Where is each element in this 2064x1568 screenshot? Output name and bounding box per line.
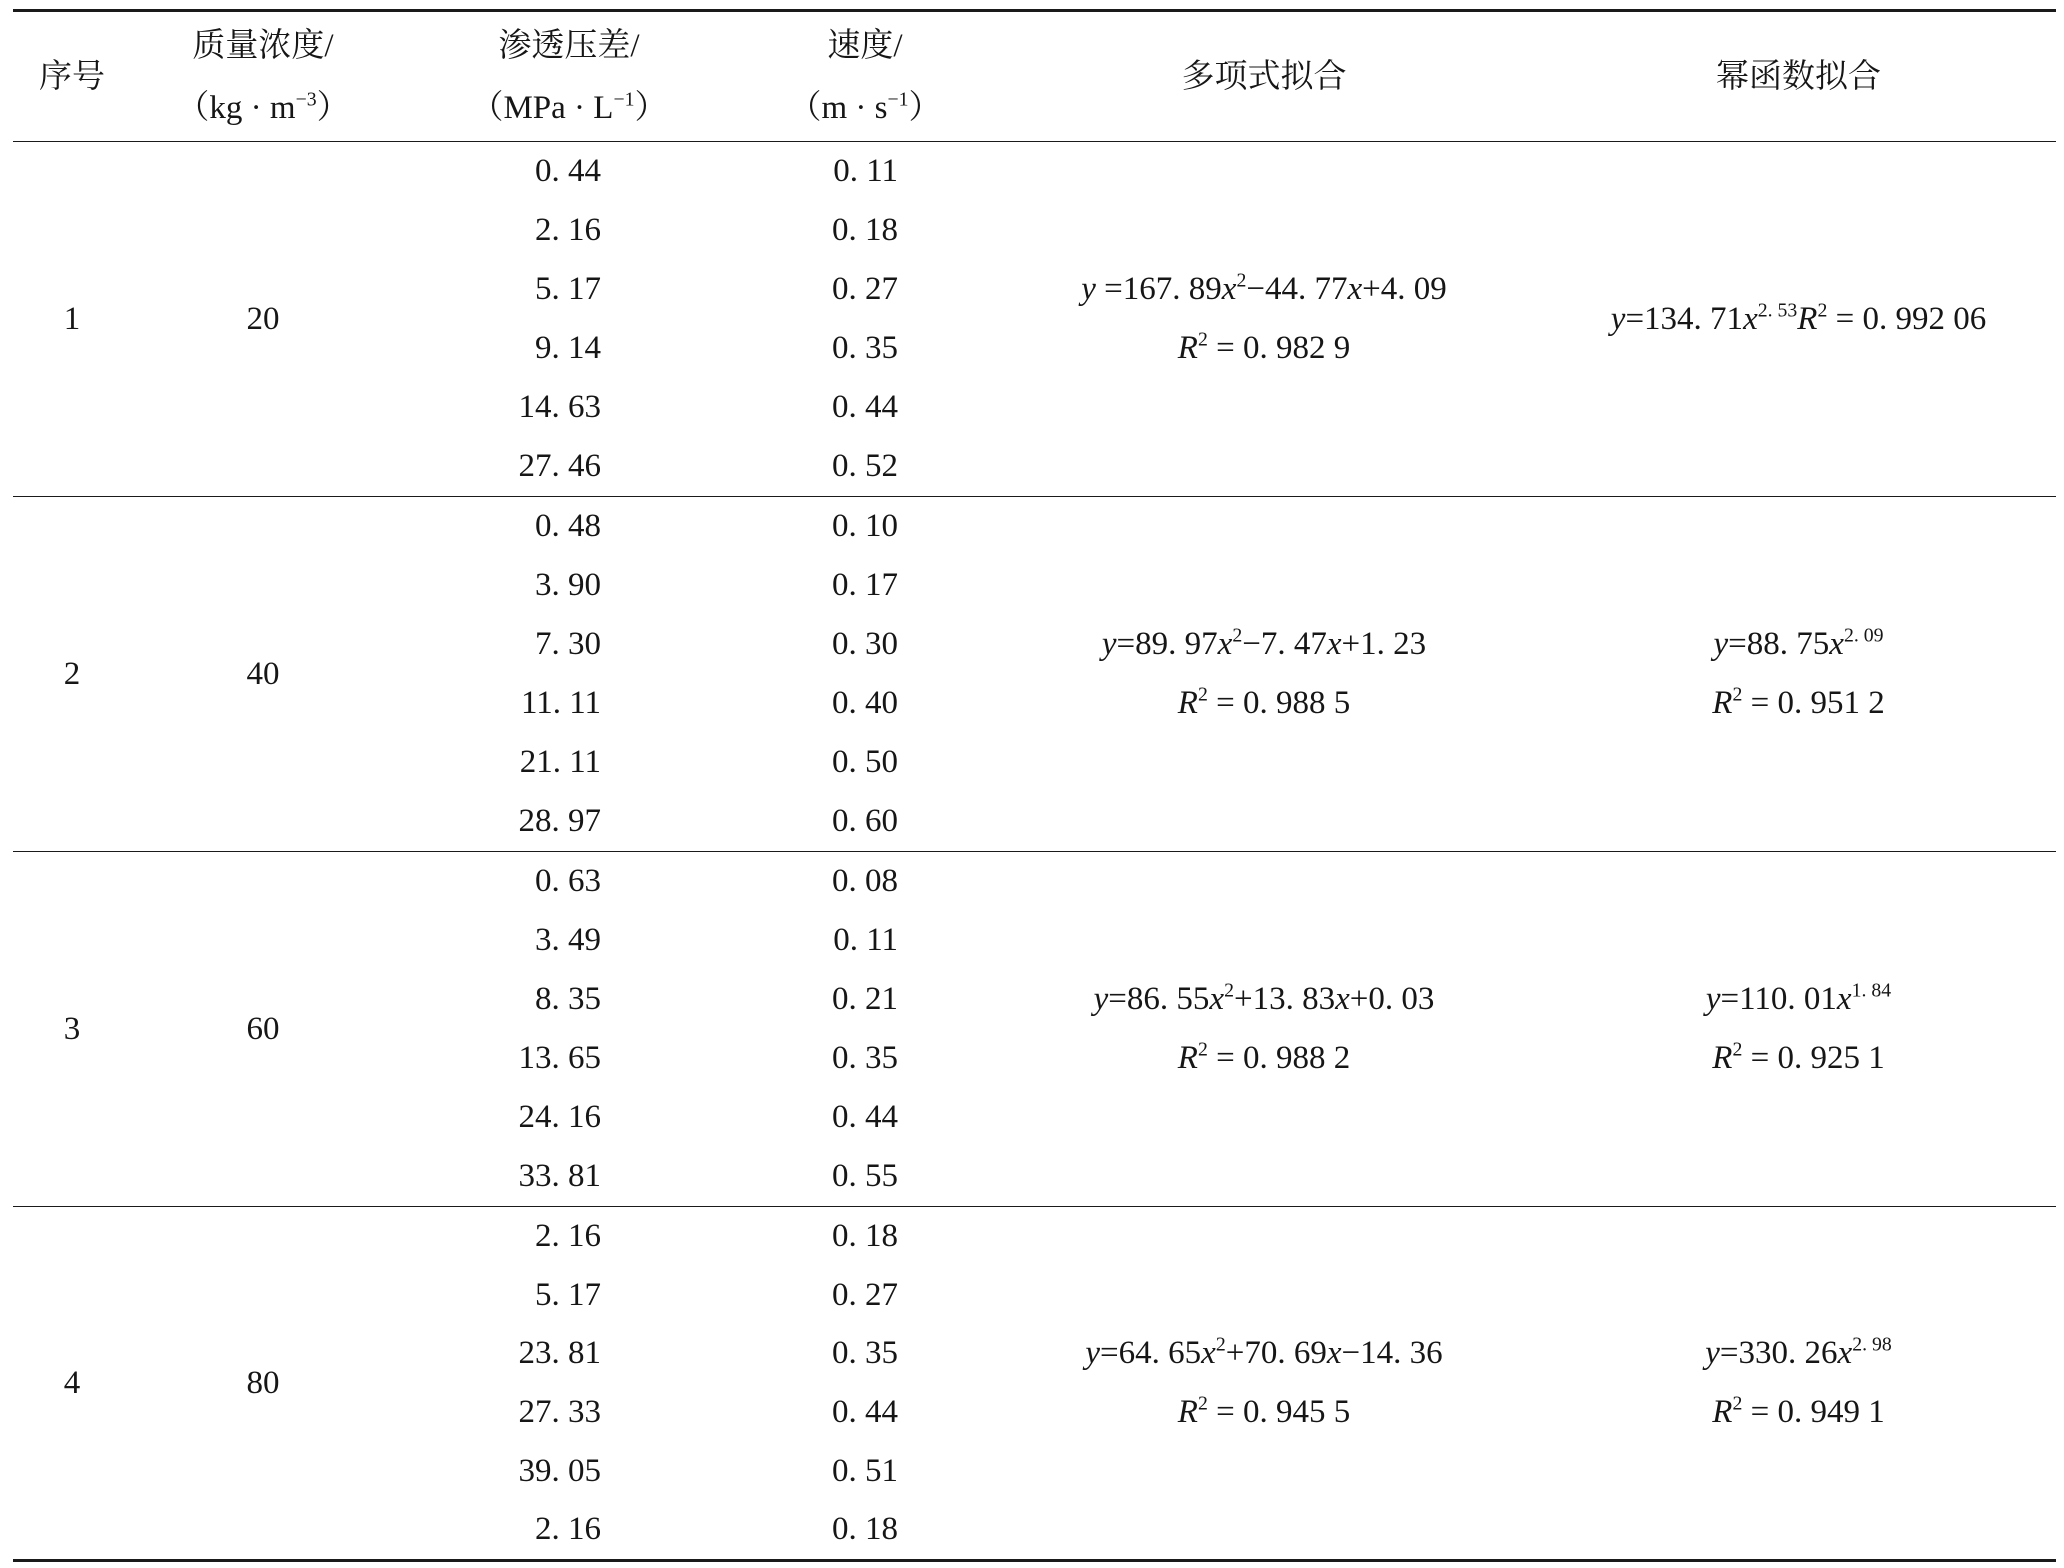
table-row bbox=[395, 378, 987, 437]
cell-pressure-diff: 21. 11 bbox=[519, 744, 601, 780]
equation-variable: x bbox=[1743, 300, 1758, 337]
cell-pressure-diff: 27. 46 bbox=[518, 448, 601, 484]
cell-pressure-diff: 14. 63 bbox=[518, 389, 601, 425]
table-row bbox=[395, 1383, 987, 1442]
equation-term: = 0. 992 06 bbox=[1827, 300, 1987, 337]
cell-power-fit bbox=[1541, 852, 2056, 1206]
equation-exponent: 2 bbox=[1197, 328, 1208, 351]
equation-line bbox=[1706, 970, 1891, 1029]
cell-concentration: 80 bbox=[246, 1364, 280, 1401]
table-row bbox=[395, 733, 987, 792]
cell-pressure-diff: 3. 49 bbox=[535, 922, 601, 958]
cell-speed: 0. 51 bbox=[832, 1452, 898, 1489]
equation-term: = 0. 988 5 bbox=[1207, 685, 1351, 721]
cell-pressure-diff: 0. 48 bbox=[535, 508, 601, 544]
equation-variable: x bbox=[1829, 626, 1844, 662]
group-rows bbox=[395, 1207, 987, 1559]
cell-pressure-diff: 8. 35 bbox=[535, 981, 601, 1017]
equation-variable: x bbox=[1335, 981, 1350, 1017]
header-polynomial-fit bbox=[987, 12, 1541, 141]
cell-speed: 0. 27 bbox=[832, 1276, 898, 1313]
unit-text: ） bbox=[634, 89, 668, 126]
equation-term: = 0. 988 2 bbox=[1207, 1040, 1351, 1076]
cell-speed: 0. 18 bbox=[832, 212, 898, 248]
header-speed-title: 速度/ bbox=[827, 27, 903, 64]
table-row bbox=[395, 1266, 987, 1325]
cell-speed: 0. 10 bbox=[832, 508, 898, 544]
equation-variable: y bbox=[1705, 981, 1721, 1017]
equation-term: +0. 03 bbox=[1349, 981, 1435, 1017]
table-row bbox=[395, 970, 987, 1029]
table-row bbox=[395, 437, 987, 496]
equation-variable: y bbox=[1610, 300, 1626, 337]
table-row bbox=[395, 792, 987, 851]
equation-line bbox=[1712, 1383, 1884, 1442]
cell-power-fit bbox=[1541, 1207, 2056, 1559]
group-rows bbox=[395, 497, 987, 851]
equation-line bbox=[1178, 319, 1350, 378]
header-pressure-diff bbox=[395, 12, 743, 141]
cell-pressure-diff: 5. 17 bbox=[535, 271, 601, 307]
equation-term: = 0. 951 2 bbox=[1742, 685, 1885, 721]
table-group bbox=[13, 142, 2056, 497]
cell-pressure-diff: 3. 90 bbox=[535, 567, 601, 603]
header-index-title: 序号 bbox=[39, 58, 105, 95]
cell-speed: 0. 35 bbox=[832, 330, 898, 366]
cell-index: 4 bbox=[63, 1364, 81, 1401]
cell-pressure-diff: 27. 33 bbox=[518, 1393, 601, 1430]
header-speed bbox=[743, 12, 987, 141]
table-row bbox=[395, 1029, 987, 1088]
equation-line bbox=[1714, 615, 1884, 674]
equation-term: =330. 26 bbox=[1719, 1335, 1838, 1371]
table-row bbox=[395, 142, 987, 201]
cell-pressure-diff: 9. 14 bbox=[535, 330, 601, 366]
cell-concentration: 60 bbox=[246, 1010, 280, 1047]
cell-pressure-diff: 5. 17 bbox=[535, 1276, 601, 1313]
equation-exponent: 2 bbox=[1224, 979, 1234, 1002]
equation-line bbox=[1178, 674, 1350, 733]
header-power-fit-title: 幂函数拟合 bbox=[1716, 58, 1881, 95]
equation-line bbox=[1611, 290, 1986, 349]
equation-variable: R bbox=[1177, 1394, 1198, 1430]
table-row bbox=[395, 1324, 987, 1383]
cell-speed: 0. 08 bbox=[832, 863, 898, 899]
table-row bbox=[395, 497, 987, 556]
equation-exponent: 2. 53 bbox=[1757, 299, 1798, 322]
equation-term: =64. 65 bbox=[1100, 1335, 1202, 1371]
cell-pressure-diff: 11. 11 bbox=[520, 685, 601, 721]
cell-speed: 0. 35 bbox=[832, 1335, 898, 1372]
unit-exponent: −3 bbox=[295, 88, 317, 111]
unit-text: （m · s bbox=[788, 89, 888, 126]
cell-speed: 0. 17 bbox=[832, 567, 898, 603]
cell-pressure-diff: 0. 63 bbox=[535, 863, 601, 899]
equation-exponent: 2 bbox=[1732, 683, 1743, 706]
cell-pressure-diff: 2. 16 bbox=[535, 212, 601, 248]
equation-term: =110. 01 bbox=[1720, 981, 1837, 1017]
equation-exponent: 2 bbox=[1232, 624, 1243, 647]
equation-variable: x bbox=[1837, 1335, 1853, 1371]
cell-speed: 0. 21 bbox=[832, 981, 898, 1017]
cell-speed: 0. 52 bbox=[832, 448, 898, 484]
group-rows bbox=[395, 142, 987, 496]
cell-polynomial-fit bbox=[987, 142, 1541, 496]
table-row bbox=[395, 852, 987, 911]
unit-text: （kg · m bbox=[176, 89, 296, 126]
cell-pressure-diff: 2. 16 bbox=[535, 1511, 601, 1548]
equation-term: +4. 09 bbox=[1362, 271, 1447, 307]
header-speed-unit bbox=[788, 77, 941, 139]
equation-exponent: 2 bbox=[1197, 683, 1208, 706]
cell-polynomial-fit bbox=[987, 497, 1541, 851]
cell-pressure-diff: 23. 81 bbox=[518, 1335, 601, 1372]
cell-power-fit bbox=[1541, 142, 2056, 496]
equation-line bbox=[1085, 1324, 1442, 1383]
cell-speed: 0. 30 bbox=[832, 626, 898, 662]
equation-line bbox=[1712, 674, 1884, 733]
cell-speed: 0. 55 bbox=[832, 1158, 898, 1194]
table-row bbox=[395, 615, 987, 674]
cell-polynomial-fit bbox=[987, 852, 1541, 1206]
cell-index: 2 bbox=[63, 655, 81, 692]
equation-term: =167. 89 bbox=[1095, 271, 1222, 307]
equation-variable: x bbox=[1347, 271, 1363, 307]
table-row bbox=[395, 1500, 987, 1559]
equation-term: +1. 23 bbox=[1341, 626, 1427, 662]
header-concentration-title: 质量浓度/ bbox=[192, 27, 334, 64]
unit-exponent: −1 bbox=[613, 88, 635, 111]
table-row bbox=[395, 201, 987, 260]
table-row bbox=[395, 1207, 987, 1266]
equation-variable: x bbox=[1201, 1335, 1216, 1371]
table-header bbox=[13, 12, 2056, 142]
header-concentration-unit bbox=[176, 77, 349, 139]
equation-term: = 0. 945 5 bbox=[1207, 1394, 1351, 1430]
cell-polynomial-fit bbox=[987, 1207, 1541, 1559]
equation-exponent: 2. 09 bbox=[1843, 624, 1884, 647]
equation-term: −44. 77 bbox=[1246, 271, 1348, 307]
equation-term: =86. 55 bbox=[1108, 981, 1210, 1017]
equation-variable: R bbox=[1712, 1394, 1733, 1430]
equation-variable: y bbox=[1101, 626, 1117, 662]
table-group bbox=[13, 852, 2056, 1207]
cell-speed: 0. 35 bbox=[832, 1040, 898, 1076]
cell-pressure-diff: 2. 16 bbox=[535, 1217, 601, 1254]
cell-pressure-diff: 28. 97 bbox=[518, 803, 601, 839]
table-row bbox=[395, 1442, 987, 1501]
equation-line bbox=[1081, 260, 1446, 319]
group-rows bbox=[395, 852, 987, 1206]
equation-variable: R bbox=[1712, 685, 1733, 721]
cell-speed: 0. 11 bbox=[833, 153, 898, 189]
equation-exponent: 2 bbox=[1197, 1392, 1208, 1415]
cell-speed: 0. 60 bbox=[832, 803, 898, 839]
equation-variable: y bbox=[1705, 1335, 1720, 1371]
cell-speed: 0. 40 bbox=[832, 685, 898, 721]
table-row bbox=[395, 674, 987, 733]
equation-variable: x bbox=[1326, 626, 1342, 662]
equation-variable: x bbox=[1209, 981, 1225, 1017]
cell-power-fit bbox=[1541, 497, 2056, 851]
header-pressure-diff-unit bbox=[470, 77, 667, 139]
equation-term: −7. 47 bbox=[1242, 626, 1327, 662]
cell-concentration: 40 bbox=[246, 655, 280, 692]
cell-pressure-diff: 13. 65 bbox=[518, 1040, 601, 1076]
cell-pressure-diff: 24. 16 bbox=[518, 1099, 601, 1135]
equation-exponent: 2 bbox=[1215, 1333, 1226, 1356]
cell-pressure-diff: 39. 05 bbox=[518, 1452, 601, 1489]
cell-speed: 0. 27 bbox=[832, 271, 898, 307]
cell-index: 3 bbox=[63, 1010, 81, 1047]
equation-line bbox=[1178, 1383, 1350, 1442]
equation-variable: y bbox=[1085, 1335, 1101, 1371]
equation-term: =134. 71 bbox=[1625, 300, 1744, 337]
table-row bbox=[395, 1147, 987, 1206]
cell-speed: 0. 18 bbox=[832, 1511, 898, 1548]
equation-variable: x bbox=[1836, 981, 1852, 1017]
cell-pressure-diff: 7. 30 bbox=[535, 626, 601, 662]
equation-variable: R bbox=[1712, 1040, 1733, 1076]
header-pressure-diff-title: 渗透压差/ bbox=[498, 27, 640, 64]
cell-speed: 0. 50 bbox=[832, 744, 898, 780]
header-concentration bbox=[131, 12, 395, 141]
equation-term: = 0. 949 1 bbox=[1742, 1394, 1885, 1430]
unit-text: ） bbox=[316, 89, 350, 126]
cell-speed: 0. 18 bbox=[832, 1217, 898, 1254]
table-row bbox=[395, 1088, 987, 1147]
equation-exponent: 2 bbox=[1817, 299, 1828, 322]
equation-term: +70. 69 bbox=[1225, 1335, 1327, 1371]
equation-line bbox=[1178, 1029, 1350, 1088]
equation-variable: x bbox=[1221, 271, 1237, 307]
equation-variable: y bbox=[1093, 981, 1109, 1017]
table-row bbox=[395, 319, 987, 378]
header-polynomial-fit-title: 多项式拟合 bbox=[1181, 58, 1347, 95]
equation-exponent: 2 bbox=[1236, 269, 1247, 292]
equation-exponent: 2 bbox=[1732, 1392, 1743, 1415]
equation-line bbox=[1712, 1029, 1884, 1088]
equation-term: =89. 97 bbox=[1116, 626, 1218, 662]
equation-variable: y bbox=[1713, 626, 1729, 662]
data-table bbox=[13, 9, 2056, 1562]
equation-line bbox=[1094, 970, 1435, 1029]
cell-speed: 0. 44 bbox=[832, 1099, 898, 1135]
equation-exponent: 2 bbox=[1197, 1038, 1208, 1061]
unit-text: ） bbox=[908, 89, 942, 126]
equation-variable: R bbox=[1177, 685, 1198, 721]
equation-term: =88. 75 bbox=[1728, 626, 1830, 662]
unit-text: （MPa · L bbox=[470, 89, 614, 126]
table-group bbox=[13, 1207, 2056, 1562]
equation-term: = 0. 925 1 bbox=[1742, 1040, 1885, 1076]
equation-exponent: 2 bbox=[1732, 1038, 1743, 1061]
equation-exponent: 2. 98 bbox=[1852, 1333, 1892, 1356]
cell-speed: 0. 11 bbox=[833, 922, 898, 958]
equation-variable: R bbox=[1797, 300, 1818, 337]
equation-variable: R bbox=[1177, 330, 1198, 366]
equation-line bbox=[1102, 615, 1426, 674]
header-index bbox=[13, 12, 131, 141]
equation-variable: y bbox=[1081, 271, 1096, 307]
cell-pressure-diff: 0. 44 bbox=[535, 153, 601, 189]
equation-term: +13. 83 bbox=[1233, 981, 1336, 1017]
equation-term: −14. 36 bbox=[1341, 1335, 1443, 1371]
table-row bbox=[395, 556, 987, 615]
header-power-fit bbox=[1541, 12, 2056, 141]
cell-speed: 0. 44 bbox=[832, 1393, 898, 1430]
equation-variable: x bbox=[1217, 626, 1233, 662]
cell-speed: 0. 44 bbox=[832, 389, 898, 425]
equation-line bbox=[1705, 1324, 1892, 1383]
equation-variable: x bbox=[1326, 1335, 1342, 1371]
cell-index: 1 bbox=[63, 300, 81, 337]
table-row bbox=[395, 911, 987, 970]
equation-variable: R bbox=[1177, 1040, 1198, 1076]
table-row bbox=[395, 260, 987, 319]
cell-concentration: 20 bbox=[246, 300, 280, 337]
equation-term: = 0. 982 9 bbox=[1207, 330, 1351, 366]
table-group bbox=[13, 497, 2056, 852]
table-body bbox=[13, 142, 2056, 1562]
unit-exponent: −1 bbox=[887, 88, 909, 111]
cell-pressure-diff: 33. 81 bbox=[518, 1158, 601, 1194]
equation-exponent: 1. 84 bbox=[1851, 979, 1892, 1002]
